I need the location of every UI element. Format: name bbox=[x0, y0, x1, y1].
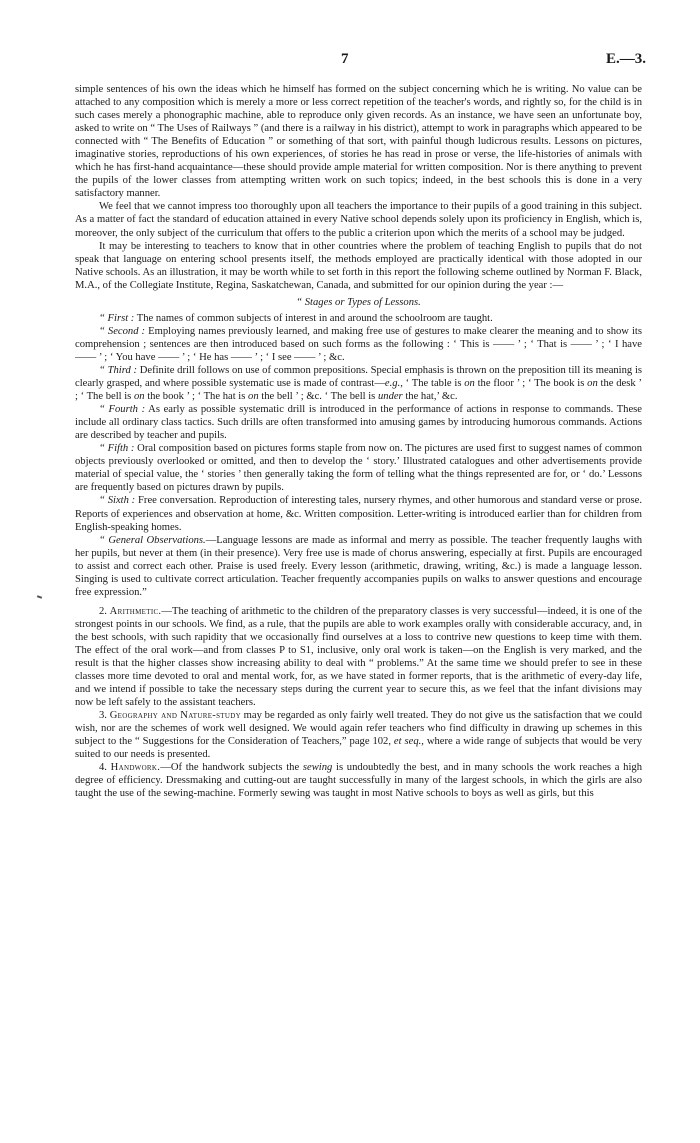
stage-fourth-text: As early as possible systematic drill is introduced in the performance of actions in response to commands. These include all ordinary class tactics. Such drills are often transformed into amusing games by introducing humorous commands. Actions are described by teacher and pupils. bbox=[75, 404, 642, 442]
paragraph-other-countries: It may be interesting to teachers to know that in other countries where the problem of teaching English to pupils that do not speak that language on entering school presents itself, the methods employed are practically identical with those adopted in our Native schools. As an illustration, it may be worth while to set forth in this report the following scheme outlined by Norman F. Black, M.A., of the Collegiate Institute, Regina, Saskatchewan, Canada, and submitted for our opinion during the year :— bbox=[75, 240, 642, 291]
stages-heading: “ Stages or Types of Lessons. bbox=[296, 296, 421, 308]
page-number: 7 bbox=[341, 51, 349, 67]
section-text: may be regarded as only fairly well treated. They do not give us the satisfaction that we could wish, nor are the schemes of work well designed. We would again refer teachers who find difficulty in drawing up schemes in this subject to the “ Suggestions for the Consideration of Teachers,” page 102, bbox=[75, 710, 643, 748]
stage-second-label: “ Second : bbox=[99, 325, 146, 337]
section-heading-handwork: Handwork. bbox=[110, 762, 161, 774]
stage-third-under: under bbox=[377, 391, 403, 403]
section-arithmetic bbox=[75, 605, 642, 709]
section-number: 4. bbox=[99, 762, 111, 774]
section-geography bbox=[75, 709, 642, 761]
stage-fourth-label: “ Fourth : bbox=[99, 404, 146, 416]
stage-third-text: the desk ’ ; ‘ The bell is bbox=[75, 378, 642, 403]
stage-sixth-text: Free conversation. Reproduction of interesting tales, nursery rhymes, and other humorous and standard verse or prose. Reports of experiences and observation at home, &c. Written composition. Letter-writing is introduced earlier than for children from English-speaking homes. bbox=[75, 495, 642, 533]
stage-third bbox=[75, 364, 642, 403]
section-text: —The teaching of arithmetic to the children of the preparatory classes is very successful—indeed, it is one of the strongest points in our schools. We find, as a rule, that the pupils are able to work examples orally with considerable accuracy, and, in the best schools, with such rapidity that we occasionally find ourselves at a loss to contrive new questions to keep time with them. The effect of the oral work—and from classes P to S1, inclusive, only oral work is taken—on the English is very marked, and the result is that the higher classes show increasing ability to deal with “ problems.” At the same time we should prefer to see in these classes more time devoted to oral and mental work, for, as we have stated in former reports, that is the arithmetic of every-day life, and we intend if possible to take the necessary steps during the current year to secure this, as we feel that the infant divisions may now be left safely to the assistant teachers. bbox=[75, 605, 642, 709]
stage-third-text: Definite drill follows on use of common prepositions. Special emphasis is thrown on the preposition till its meaning is clearly grasped, and where possible systematic use is made of contrast— bbox=[75, 364, 643, 390]
section-handwork bbox=[75, 761, 642, 800]
section-heading-arithmetic: Arithmetic. bbox=[109, 605, 162, 617]
sewing-word: sewing bbox=[302, 762, 333, 774]
stage-first-label: “ First : bbox=[99, 312, 135, 324]
stage-third-on: on bbox=[248, 391, 259, 403]
document-page bbox=[75, 51, 646, 801]
paragraph-importance: We feel that we cannot impress too thoroughly upon all teachers the importance to their pupils of a good training in this subject. As a matter of fact the standard of education attained in every Native school depends solely upon its proficiency in English, which is, moreover, the only subject of the curriculum that offers to the public a criterion upon which the merits of a school may be judged. bbox=[75, 201, 642, 239]
stage-second-text: Employing names previously learned, and making free use of gestures to make clearer the meaning and to show its comprehension ; sentences are then introduced based on such forms as the following : ‘ This is —— ’ ; ‘ That is —— ’ ; ‘ I have —— ’ ; ‘ You have —— ’ ; ‘ He has —— ’ ; ‘ I see —— ’ ; &c. bbox=[75, 325, 642, 363]
section-text: is undoubtedly the best, and in many schools the work reaches a high degree of efficiency. Dressmaking and cutting-out are taught successfully in many of the largest schools, in which the girls are also taught the use of the sewing-machine. Formerly sewing was taught in most Native schools to boys as well as girls, but this bbox=[75, 762, 642, 800]
stage-first-text: The names of common subjects of interest in and around the schoolroom are taught. bbox=[134, 312, 493, 324]
stage-third-text: the floor ’ ; ‘ The book is bbox=[474, 378, 588, 390]
stage-third-on: on bbox=[587, 378, 598, 390]
section-text: , where a wide range of subjects that would be very suited to our needs is presented. bbox=[75, 736, 642, 761]
general-observations bbox=[75, 534, 642, 599]
stage-sixth-label: “ Sixth : bbox=[99, 495, 136, 507]
stage-third-text: , ‘ The table is bbox=[400, 378, 465, 390]
stage-second bbox=[75, 325, 642, 364]
stage-third-eg: e.g. bbox=[384, 378, 401, 390]
stage-third-on: on bbox=[464, 378, 475, 390]
section-text: —Of the handwork subjects the bbox=[160, 762, 303, 774]
section-heading-geography: Geography and Nature-study bbox=[109, 710, 241, 722]
scan-mark bbox=[37, 595, 42, 599]
general-observations-label: “ General Observations. bbox=[99, 534, 206, 546]
stage-third-label: “ Third : bbox=[99, 364, 138, 376]
stage-first bbox=[75, 312, 642, 325]
stage-third-text: the hat,’ &c. bbox=[402, 391, 458, 403]
stage-sixth bbox=[75, 494, 642, 533]
stage-third-on: on bbox=[133, 391, 145, 403]
general-observations-text: —Language lessons are made as informal and merry as possible. The teacher frequently laughs with her pupils, but never at them (in their presence). Very free use is made of chorus answering, especially at first. Pupils are encouraged to assist and correct each other. Praise is used freely. Every lesson (arithmetic, drawing, writing, &c.) is made a language lesson. Singing is used to cultivate correct articulation. Teacher frequently accompanies pupils on walks to answer questions and encourage free expression.” bbox=[75, 534, 642, 598]
stage-fifth-label: “ Fifth : bbox=[99, 443, 135, 455]
document-reference: E.—3. bbox=[605, 51, 646, 67]
section-number: 3. bbox=[99, 710, 110, 722]
paragraph-composition: simple sentences of his own the ideas which he himself has formed on the subject concerning which he is writing. No value can be attached to any composition which is merely a more or less correct repetition of the teacher's words, and rightly so, for the child is in such cases merely a phonographic machine, able to reproduce only given records. As an instance, we have seen an unfortunate boy, asked to write on “ The Uses of Railways ” (and there is a railway in his district), attempt to work in paragraphs which appeared to be connected with “ The Benefits of Education ” or something of that sort, with painful though ludicrous results. Lessons on pictures, imaginative stories, reproductions of his own experiences, of stories he has read in prose or verse, the life-histories of animals with which he has first-hand acquaintance—these should provide ample material for written composition. Nor is there anything to prevent the pupils of the lower classes from attempting written work on such topics; indeed, in the best schools this is done in a very satisfactory manner. bbox=[75, 84, 642, 200]
section-number: 2. bbox=[99, 605, 110, 617]
page-header bbox=[75, 51, 646, 83]
stage-third-text: the book ’ ; ‘ The hat is bbox=[144, 391, 249, 403]
stage-fifth bbox=[75, 442, 642, 494]
stage-fifth-text: Oral composition based on pictures forms staple from now on. The pictures are used first to suggest names of common objects previously overlooked or omitted, and then to develop the ‘ story.’ Illustrated catalogues and other advertisements provide material of special value, the ‘ stories ’ then generally taking the form of telling what the things represented are for, or ‘ do.’ Lessons are frequently based on pictures drawn by pupils. bbox=[75, 443, 642, 494]
stage-third-text: the bell ’ ; &c. ‘ The bell is bbox=[258, 391, 378, 403]
stage-fourth bbox=[75, 403, 642, 442]
et-seq: et seq. bbox=[393, 736, 422, 748]
